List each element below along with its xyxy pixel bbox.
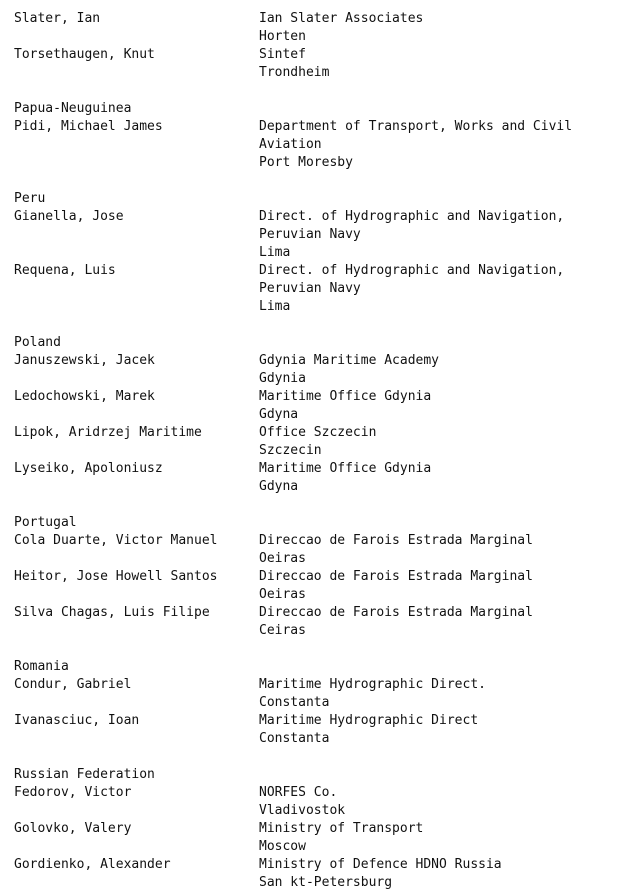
- participant-affiliation: Peruvian Navy: [259, 227, 361, 242]
- country-heading: [0, 514, 629, 532]
- participant-line: [0, 730, 629, 748]
- participant-affiliation: Szczecin: [259, 443, 322, 458]
- country-heading: [0, 766, 629, 784]
- participant-line: [0, 622, 629, 640]
- participant-line: [0, 388, 629, 406]
- country-heading: [0, 658, 629, 676]
- participant-line: [0, 568, 629, 586]
- participant-line: [0, 460, 629, 478]
- participant-line: [0, 856, 629, 874]
- participant-affiliation: Port Moresby: [259, 155, 353, 170]
- participant-line: [0, 550, 629, 568]
- participant-line: [0, 28, 629, 46]
- participant-line: [0, 118, 629, 136]
- participant-line: [0, 244, 629, 262]
- participant-line: [0, 838, 629, 856]
- participant-line: [0, 352, 629, 370]
- participant-line: [0, 208, 629, 226]
- participant-affiliation: Ministry of Transport: [259, 821, 424, 836]
- participant-line: [0, 226, 629, 244]
- participant-name: Requena, Luis: [14, 263, 116, 278]
- participant-affiliation: Aviation: [259, 137, 322, 152]
- participant-line: [0, 874, 629, 892]
- participant-line: [0, 604, 629, 622]
- participant-line: [0, 802, 629, 820]
- participant-name: Fedorov, Victor: [14, 785, 132, 800]
- participant-line: [0, 10, 629, 28]
- participant-affiliation: Gdyna: [259, 479, 299, 494]
- participant-affiliation: Sintef: [259, 47, 306, 62]
- participant-name: Heitor, Jose Howell Santos: [14, 569, 218, 584]
- participant-affiliation: Oeiras: [259, 551, 306, 566]
- blank-line: [0, 748, 629, 766]
- participant-affiliation: Direct. of Hydrographic and Navigation,: [259, 263, 565, 278]
- participant-affiliation: Direct. of Hydrographic and Navigation,: [259, 209, 565, 224]
- participant-line: [0, 406, 629, 424]
- blank-line: [0, 640, 629, 658]
- participant-line: [0, 280, 629, 298]
- participant-line: [0, 136, 629, 154]
- participant-name: Slater, Ian: [14, 11, 101, 26]
- participant-affiliation: Constanta: [259, 731, 330, 746]
- participant-name: Pidi, Michael James: [14, 119, 163, 134]
- participant-line: [0, 424, 629, 442]
- participant-affiliation: Maritime Office Gdynia: [259, 461, 432, 476]
- country-name: Poland: [14, 335, 61, 350]
- participant-name: Gianella, Jose: [14, 209, 124, 224]
- participant-line: [0, 694, 629, 712]
- participant-affiliation: Lima: [259, 299, 291, 314]
- participant-name: Golovko, Valery: [14, 821, 132, 836]
- blank-line: [0, 172, 629, 190]
- participant-line: [0, 370, 629, 388]
- participant-line: [0, 676, 629, 694]
- blank-line: [0, 82, 629, 100]
- country-heading: [0, 334, 629, 352]
- participant-affiliation: Constanta: [259, 695, 330, 710]
- participant-affiliation: Gdynia Maritime Academy: [259, 353, 440, 368]
- participant-name: Ledochowski, Marek: [14, 389, 155, 404]
- participant-affiliation: Maritime Office Gdynia: [259, 389, 432, 404]
- participant-name: Cola Duarte, Victor Manuel: [14, 533, 218, 548]
- participant-affiliation: Direccao de Farois Estrada Marginal: [259, 569, 533, 584]
- participant-affiliation: Lima: [259, 245, 291, 260]
- participant-affiliation: Vladivostok: [259, 803, 346, 818]
- participant-affiliation: Trondheim: [259, 65, 330, 80]
- participant-name: Januszewski, Jacek: [14, 353, 155, 368]
- participant-affiliation: Ian Slater Associates: [259, 11, 424, 26]
- country-name: Portugal: [14, 515, 77, 530]
- participant-line: [0, 262, 629, 280]
- participant-name: Condur, Gabriel: [14, 677, 132, 692]
- participant-line: [0, 478, 629, 496]
- participant-affiliation: NORFES Co.: [259, 785, 338, 800]
- participant-name: Lipok, Aridrzej Maritime: [14, 425, 202, 440]
- participant-line: [0, 712, 629, 730]
- participant-affiliation: Direccao de Farois Estrada Marginal: [259, 533, 533, 548]
- participant-affiliation: Department of Transport, Works and Civil: [259, 119, 573, 134]
- participant-name: Lyseiko, Apoloniusz: [14, 461, 163, 476]
- country-name: Russian Federation: [14, 767, 155, 782]
- country-name: Romania: [14, 659, 69, 674]
- participant-line: [0, 154, 629, 172]
- participant-line: [0, 46, 629, 64]
- participant-affiliation: Maritime Hydrographic Direct: [259, 713, 479, 728]
- participant-affiliation: Horten: [259, 29, 306, 44]
- participant-name: Ivanasciuc, Ioan: [14, 713, 140, 728]
- participant-name: Torsethaugen, Knut: [14, 47, 155, 62]
- blank-line: [0, 316, 629, 334]
- participant-affiliation: San kt-Petersburg: [259, 875, 393, 890]
- country-name: Papua-Neuguinea: [14, 101, 132, 116]
- country-name: Peru: [14, 191, 46, 206]
- participant-name: Gordienko, Alexander: [14, 857, 171, 872]
- blank-line: [0, 496, 629, 514]
- participant-line: [0, 442, 629, 460]
- participant-affiliation: Direccao de Farois Estrada Marginal: [259, 605, 533, 620]
- participant-affiliation: Gdyna: [259, 407, 299, 422]
- participant-affiliation: Office Szczecin: [259, 425, 377, 440]
- participant-line: [0, 298, 629, 316]
- participant-affiliation: Moscow: [259, 839, 306, 854]
- participant-line: [0, 820, 629, 838]
- participant-name: Silva Chagas, Luis Filipe: [14, 605, 210, 620]
- participant-affiliation: Maritime Hydrographic Direct.: [259, 677, 486, 692]
- participant-affiliation: Gdynia: [259, 371, 306, 386]
- participant-line: [0, 784, 629, 802]
- participant-line: [0, 64, 629, 82]
- participant-line: [0, 532, 629, 550]
- participant-affiliation: Ceiras: [259, 623, 306, 638]
- participant-affiliation: Peruvian Navy: [259, 281, 361, 296]
- participant-affiliation: Ministry of Defence HDNO Russia: [259, 857, 502, 872]
- country-heading: [0, 190, 629, 208]
- participant-line: [0, 586, 629, 604]
- participant-affiliation: Oeiras: [259, 587, 306, 602]
- country-heading: [0, 100, 629, 118]
